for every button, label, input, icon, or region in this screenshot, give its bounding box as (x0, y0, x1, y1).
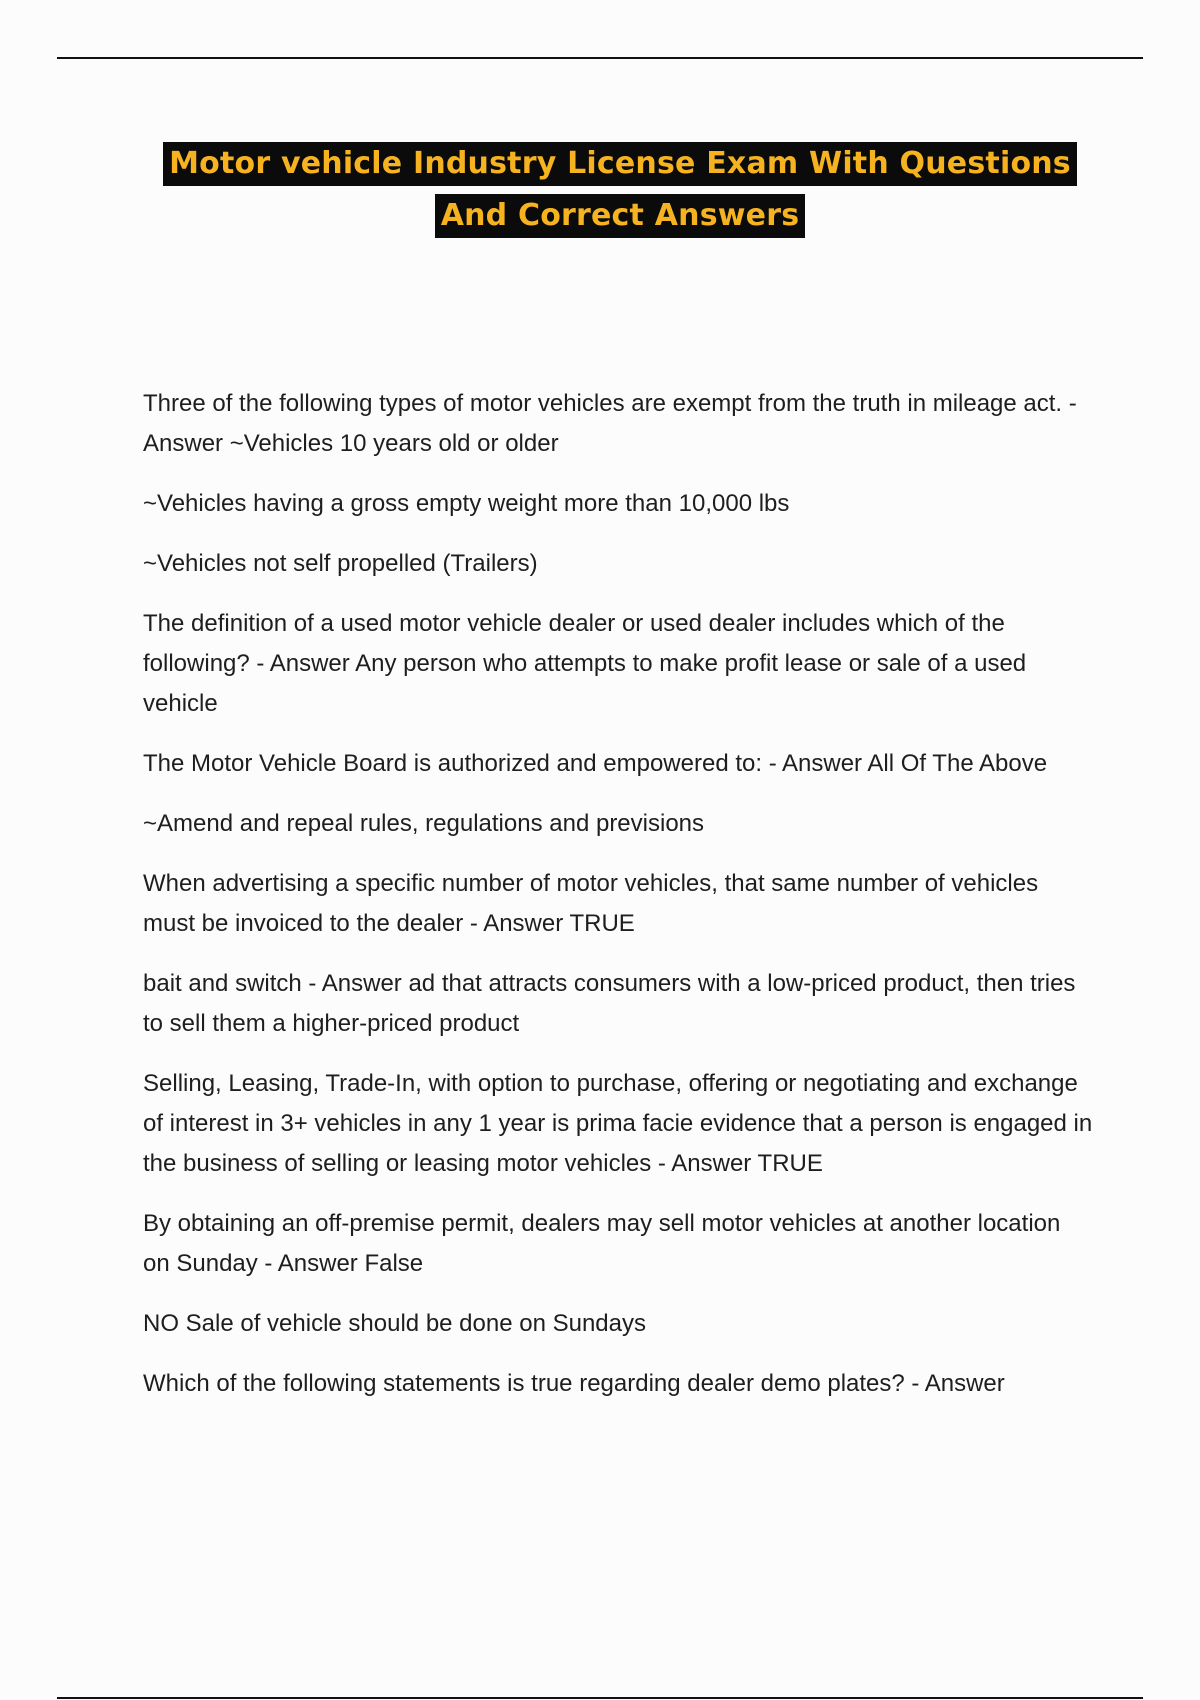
document-body (143, 384, 1093, 1424)
title-line-1: Motor vehicle Industry License Exam With Questions (163, 142, 1077, 186)
paragraph: ~Vehicles having a gross empty weight more than 10,000 lbs (143, 490, 790, 517)
paragraph: The Motor Vehicle Board is authorized and empowered to: - Answer All Of The Above (143, 750, 1048, 777)
paragraph: bait and switch - Answer ad that attracts consumers with a low-priced product, then tries to sell them a higher-priced product (143, 970, 1076, 1037)
top-divider (57, 57, 1143, 59)
paragraph: NO Sale of vehicle should be done on Sundays (143, 1310, 647, 1337)
title-line-2: And Correct Answers (435, 194, 806, 238)
paragraph: ~Amend and repeal rules, regulations and previsions (143, 810, 705, 837)
document-title (60, 142, 1180, 238)
paragraph: Selling, Leasing, Trade-In, with option to purchase, offering or negotiating and exchange of interest in 3+ vehicles in any 1 year is prima facie evidence that a person is engaged in the business of selling or leasing motor vehicles - Answer TRUE (143, 1070, 1093, 1177)
paragraph: Which of the following statements is true regarding dealer demo plates? - Answer (143, 1370, 1005, 1397)
paragraph: When advertising a specific number of motor vehicles, that same number of vehicles must be invoiced to the dealer - Answer TRUE (143, 870, 1039, 937)
paragraph: Three of the following types of motor vehicles are exempt from the truth in mileage act. - Answer ~Vehicles 10 years old or older (143, 390, 1077, 457)
bottom-divider (57, 1697, 1143, 1699)
paragraph: ~Vehicles not self propelled (Trailers) (143, 550, 538, 577)
paragraph: The definition of a used motor vehicle dealer or used dealer includes which of the following? - Answer Any person who attempts to make profit lease or sale of a used vehicle (143, 610, 1027, 717)
paragraph: By obtaining an off-premise permit, dealers may sell motor vehicles at another location on Sunday - Answer False (143, 1210, 1061, 1277)
